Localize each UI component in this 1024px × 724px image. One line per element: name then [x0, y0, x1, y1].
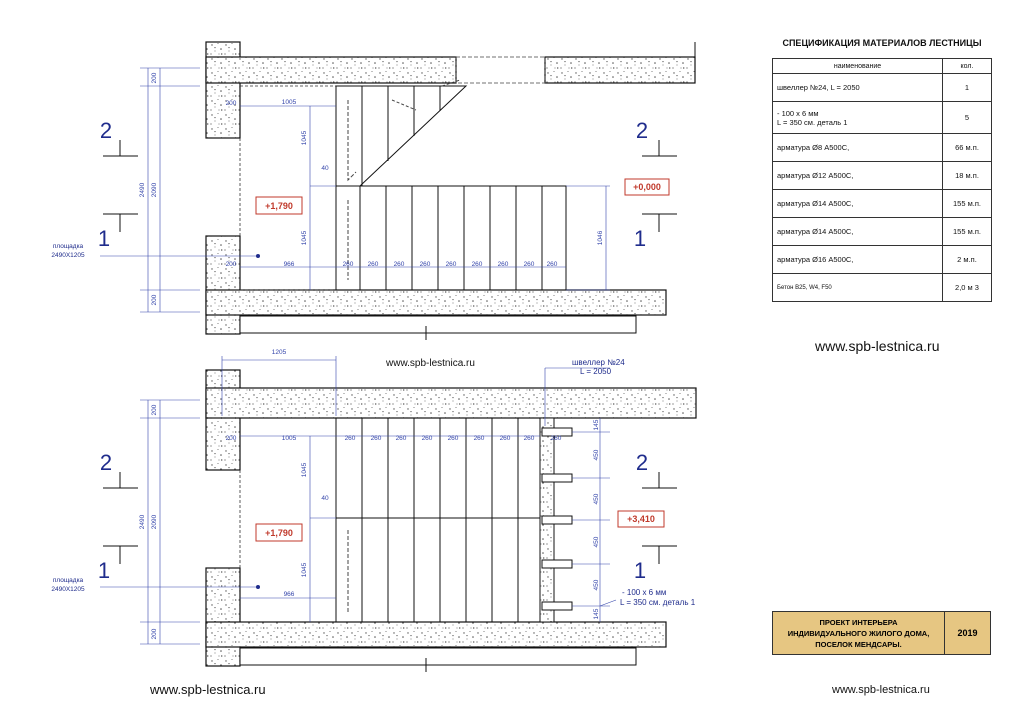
tread-dim: 260 [499, 435, 511, 442]
upper-flight [336, 418, 540, 518]
spec-row [773, 74, 992, 102]
spec-name: Бетон В25, W4, F50 [773, 274, 943, 302]
dim-200: 200 [225, 100, 237, 107]
spec-row [773, 190, 992, 218]
section-mark: 1 [97, 226, 111, 251]
tread-dim: 260 [546, 261, 558, 268]
level-mark: +0,000 [633, 182, 661, 192]
spec-qty: 66 м.п. [943, 134, 992, 162]
dim-1005: 1005 [281, 435, 297, 442]
right-dim: 145 [593, 608, 600, 620]
spec-qty: 2,0 м 3 [943, 274, 992, 302]
dim-1045: 1045 [301, 462, 308, 478]
spec-row [773, 218, 992, 246]
section-mark: 2 [99, 118, 113, 143]
tread-dim: 260 [473, 435, 485, 442]
lower-flight [336, 186, 566, 290]
upper-flight [336, 80, 466, 186]
spec-qty: 155 м.п. [943, 218, 992, 246]
plate-label: - 100 х 6 мм [622, 588, 667, 597]
dim-40: 40 [321, 165, 329, 172]
section-mark: 1 [633, 558, 647, 583]
dim-1046: 1046 [597, 230, 604, 246]
dim-966: 966 [283, 261, 295, 268]
wall [206, 290, 666, 315]
wall [206, 236, 240, 334]
tread-dim: 260 [421, 435, 433, 442]
plate-detail: L = 350 см. деталь 1 [620, 598, 696, 607]
tread-dim: 260 [523, 261, 535, 268]
spec-header-qty: кол. [943, 59, 992, 74]
site-url[interactable]: www.spb-lestnica.ru [815, 338, 940, 354]
tread-dim: 260 [550, 435, 562, 442]
dim-40: 40 [321, 495, 329, 502]
right-dim: 450 [593, 536, 600, 548]
spec-header-name: наименование [773, 59, 943, 74]
tread-dim: 260 [344, 435, 356, 442]
tread-dim: 260 [395, 435, 407, 442]
dim-1205: 1205 [271, 349, 287, 356]
spec-name: швеллер №24, L = 2050 [773, 74, 943, 102]
section-mark: 1 [633, 226, 647, 251]
right-dim: 145 [593, 419, 600, 431]
landing-size: 2490X1205 [51, 586, 85, 593]
tread-dim: 260 [447, 435, 459, 442]
wall [240, 648, 636, 665]
section-mark: 2 [635, 450, 649, 475]
wall [206, 370, 240, 470]
dim-1045: 1045 [301, 562, 308, 578]
tread-dim: 260 [342, 261, 354, 268]
landing-size: 2490X1205 [51, 252, 85, 259]
spec-name: арматура Ø14 А500С, [773, 190, 943, 218]
dim-200: 200 [225, 261, 237, 268]
stamp-year: 2019 [957, 628, 978, 638]
tread-dim: 260 [393, 261, 405, 268]
spec-row [773, 274, 992, 302]
spec-name: - 100 х 6 мм L = 350 см. деталь 1 [773, 102, 943, 134]
site-url[interactable]: www.spb-lestnica.ru [150, 682, 266, 697]
right-dim: 450 [593, 449, 600, 461]
landing-label: площадка [52, 243, 84, 250]
spec-row [773, 246, 992, 274]
landing-label: площадка [52, 577, 84, 584]
wall [545, 57, 695, 83]
section-mark: 1 [97, 558, 111, 583]
section-mark: 2 [99, 450, 113, 475]
spec-qty: 18 м.п. [943, 162, 992, 190]
right-dim: 450 [593, 493, 600, 505]
tread-dim: 260 [471, 261, 483, 268]
spec-row [773, 102, 992, 134]
level-mark: +1,790 [265, 201, 293, 211]
tread-dim: 260 [523, 435, 535, 442]
spec-header [773, 59, 992, 74]
spec-name: арматура Ø8 А500С, [773, 134, 943, 162]
wall [240, 316, 636, 333]
stamp-text: ПРОЕКТ ИНТЕРЬЕРА ИНДИВИДУАЛЬНОГО ЖИЛОГО ДОМА, ПОСЕЛОК МЕНДСАРЫ. [773, 612, 945, 654]
wall [206, 57, 456, 83]
dim-2490: 2490 [139, 514, 146, 530]
dim-2490: 2490 [139, 182, 146, 198]
dim-1045: 1045 [301, 230, 308, 246]
spec-name: арматура Ø14 А500С, [773, 218, 943, 246]
spec-title: СПЕЦИФИКАЦИЯ МАТЕРИАЛОВ ЛЕСТНИЦЫ [782, 38, 982, 48]
dim-200: 200 [151, 72, 158, 84]
title-stamp [772, 611, 991, 655]
level-mark: +3,410 [627, 514, 655, 524]
dim-1005: 1005 [281, 99, 297, 106]
tread-dim: 260 [445, 261, 457, 268]
plan-bottom [51, 349, 696, 672]
level-mark: +1,790 [265, 528, 293, 538]
wall [206, 622, 666, 647]
channel-length: L = 2050 [580, 367, 612, 376]
dim-2090: 2090 [151, 182, 158, 198]
lower-flight [336, 518, 540, 622]
dim-966: 966 [283, 591, 295, 598]
tread-dim: 260 [370, 435, 382, 442]
site-url[interactable]: www.spb-lestnica.ru [832, 684, 930, 696]
spec-row [773, 134, 992, 162]
channel-label: швеллер №24 [572, 358, 625, 367]
tread-dim: 260 [497, 261, 509, 268]
spec-row [773, 162, 992, 190]
spec-qty: 5 [943, 102, 992, 134]
dim-200: 200 [151, 404, 158, 416]
spec-qty: 1 [943, 74, 992, 102]
site-url[interactable]: www.spb-lestnica.ru [386, 358, 475, 369]
dim-2090: 2090 [151, 514, 158, 530]
spec-name: арматура Ø12 А500С, [773, 162, 943, 190]
tread-dim: 260 [367, 261, 379, 268]
wall [206, 568, 240, 666]
dim-1045: 1045 [301, 130, 308, 146]
spec-qty: 2 м.п. [943, 246, 992, 274]
dim-200: 200 [225, 435, 237, 442]
wall [206, 388, 696, 418]
dim-200: 200 [151, 294, 158, 306]
spec-qty: 155 м.п. [943, 190, 992, 218]
dim-200: 200 [151, 628, 158, 640]
spec-table [772, 58, 992, 302]
tread-dim: 260 [419, 261, 431, 268]
spec-name: арматура Ø16 А500С, [773, 246, 943, 274]
right-dim: 450 [593, 579, 600, 591]
section-mark: 2 [635, 118, 649, 143]
plan-top [51, 42, 695, 340]
